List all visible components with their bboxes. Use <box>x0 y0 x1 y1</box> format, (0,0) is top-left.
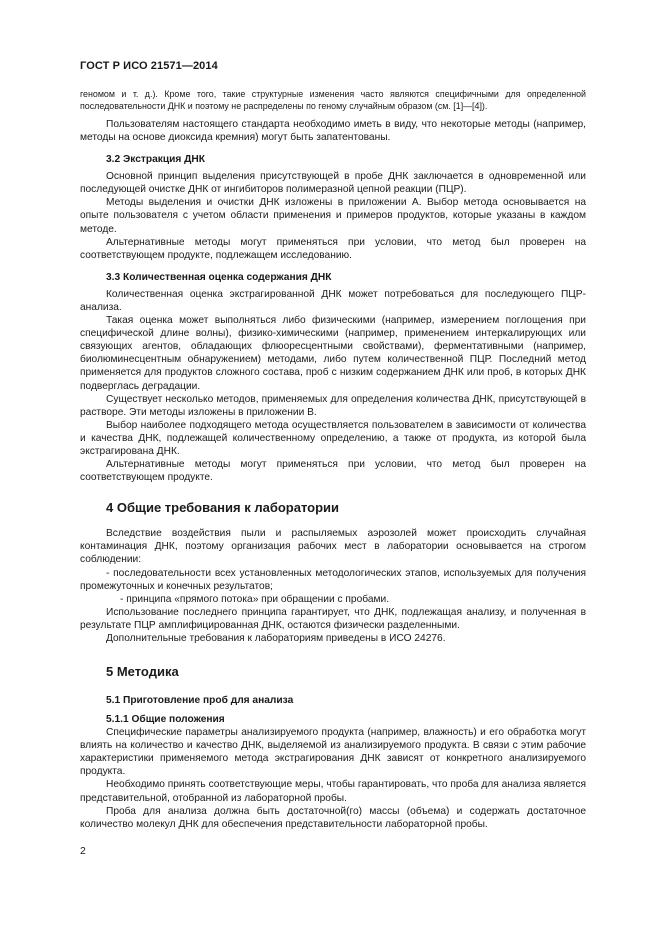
paragraph: Выбор наиболее подходящего метода осуществляется пользователем в зависимости от количества и качества ДНК, подлежащей количественному определению, а также от продукта, из которой была экстрагирована ДНК. <box>80 419 586 457</box>
paragraph: Вследствие воздействия пыли и распыляемых аэрозолей может происходить случайная контаминация ДНК, поэтому организация рабочих мест в лаборатории основывается на строгом соблюдении: <box>80 528 586 566</box>
list-item: - принципа «прямого потока» при обращении с пробами. <box>120 593 390 605</box>
paragraph: Альтернативные методы могут применяться при условии, что метод был проверен на соответствующем продукте, подлежащем исследованию. <box>80 236 586 261</box>
section-heading-3-2: 3.2 Экстракция ДНК <box>106 154 205 166</box>
section-heading-4: 4 Общие требования к лаборатории <box>106 500 340 516</box>
paragraph: Дополнительные требования к лабораториям приведены в ИСО 24276. <box>106 633 446 644</box>
paragraph: Использование последнего принципа гарантирует, что ДНК, подлежащая анализу, и полученная в результате ПЦР амплифицированная ДНК, остаются физически разделенными. <box>80 606 586 631</box>
list-item: - последовательности всех установленных методологических этапов, используемых для получения промежуточных и конечных результатов; <box>80 567 586 592</box>
paragraph: Методы выделения и очистки ДНК изложены в приложении А. Выбор метода основывается на опыте пользователя с учетом области применения и примеров продуктов, которые указаны в каждом методе. <box>80 197 586 235</box>
paragraph: Необходимо принять соответствующие меры, чтобы гарантировать, что проба для анализа является представительной, отобранной из лабораторной пробы. <box>80 779 586 804</box>
paragraph: Существует несколько методов, применяемых для определения количества ДНК, присутствующей в растворе. Эти методы изложены в приложении В. <box>80 393 586 418</box>
section-heading-5: 5 Методика <box>106 664 179 680</box>
document-header: ГОСТ Р ИСО 21571—2014 <box>80 60 218 72</box>
paragraph: Основной принцип выделения присутствующей в пробе ДНК заключается в одновременной или последующей очистке ДНК от ингибиторов полимеразной цепной реакции (ПЦР). <box>80 171 586 196</box>
page-number: 2 <box>80 845 86 857</box>
subsection-heading-5-1-1: 5.1.1 Общие положения <box>106 714 225 726</box>
subsection-heading-5-1: 5.1 Приготовление проб для анализа <box>106 695 294 707</box>
paragraph: Альтернативные методы могут применяться при условии, что метод был проверен на соответствующем продукте. <box>80 459 586 484</box>
paragraph: Количественная оценка экстрагированной ДНК может потребоваться для последующего ПЦР-анализа. <box>80 288 586 313</box>
section-heading-3-3: 3.3 Количественная оценка содержания ДНК <box>106 271 332 283</box>
paragraph: Такая оценка может выполняться либо физическими (например, измерением поглощения при специфической длине волны), физико-химическими (например, применением интеркалирующих или связующих агентов, обладающих флюоресцентными свойствами), ферментативными (например, биолюминесцентным обнаружением) методами, либо путем количественной ПЦР. Последний метод применяется для продуктов сложного состава, проб с низким содержанием ДНК или проб, в которых ДНК подверглась деградации. <box>80 315 586 392</box>
document-body <box>80 88 586 831</box>
paragraph: Специфические параметры анализируемого продукта (например, влажность) и его обработка могут влиять на количество и качество ДНК, выделяемой из анализируемого продукта. В связи с этим рабочие характеристики применяемого метода экстрагирования ДНК зависят от конкретного анализируемого продукта. <box>80 727 586 778</box>
paragraph-intro-continuation: геномом и т. д.). Кроме того, такие структурные изменения часто являются специфичными для определенной последовательности ДНК и поэтому не распределены по геному случайным образом (см. [1]—[4]). <box>80 89 586 111</box>
paragraph-patent-note: Пользователям настоящего стандарта необходимо иметь в виду, что некоторые методы (например, методы на основе диоксида кремния) могут быть запатентованы. <box>80 119 586 144</box>
paragraph: Проба для анализа должна быть достаточной(го) массы (объема) и содержать достаточное количество молекул ДНК для обеспечения представительности лабораторной пробы. <box>80 805 586 830</box>
